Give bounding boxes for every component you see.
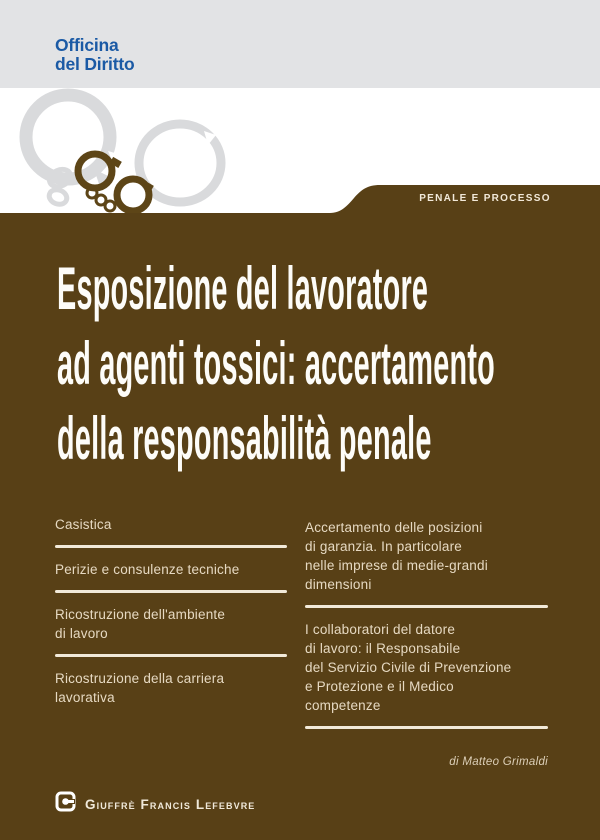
divider xyxy=(305,605,548,608)
divider xyxy=(55,590,287,593)
masthead-band xyxy=(0,0,600,88)
cover-main-panel xyxy=(0,213,600,840)
topics-column-left xyxy=(55,515,287,707)
topic-item: Accertamento delle posizioni di garanzia. In particolare nelle imprese di medie-grandi dimensioni xyxy=(305,520,488,592)
gfl-logo-icon xyxy=(55,791,76,817)
category-tab xyxy=(330,185,600,213)
publisher-name: Giuffrè Francis Lefebvre xyxy=(85,796,256,812)
topic-item: Perizie e consulenze tecniche xyxy=(55,562,240,577)
officina-del-diritto-logo: Officina del Diritto xyxy=(55,35,135,74)
topic-item: Casistica xyxy=(55,517,112,532)
divider xyxy=(305,726,548,729)
divider xyxy=(55,654,287,657)
topic-item: Ricostruzione della carriera lavorativa xyxy=(55,671,225,705)
topics-column-right xyxy=(305,518,548,772)
publisher-row xyxy=(55,791,255,817)
book-title: Esposizione del lavoratore ad agenti tossici: accertamento della responsabilità penale xyxy=(57,255,495,472)
topic-item: I collaboratori del datore di lavoro: il Responsabile del Servizio Civile di Prevenzione e Protezione e il Medico competenze xyxy=(305,622,512,713)
handcuffs-art-icon xyxy=(8,85,348,213)
category-badge-label: PENALE E PROCESSO xyxy=(419,193,551,204)
topic-item: Ricostruzione dell'ambiente di lavoro xyxy=(55,607,226,641)
divider xyxy=(55,545,287,548)
author-byline: di Matteo Grimaldi xyxy=(449,756,548,768)
